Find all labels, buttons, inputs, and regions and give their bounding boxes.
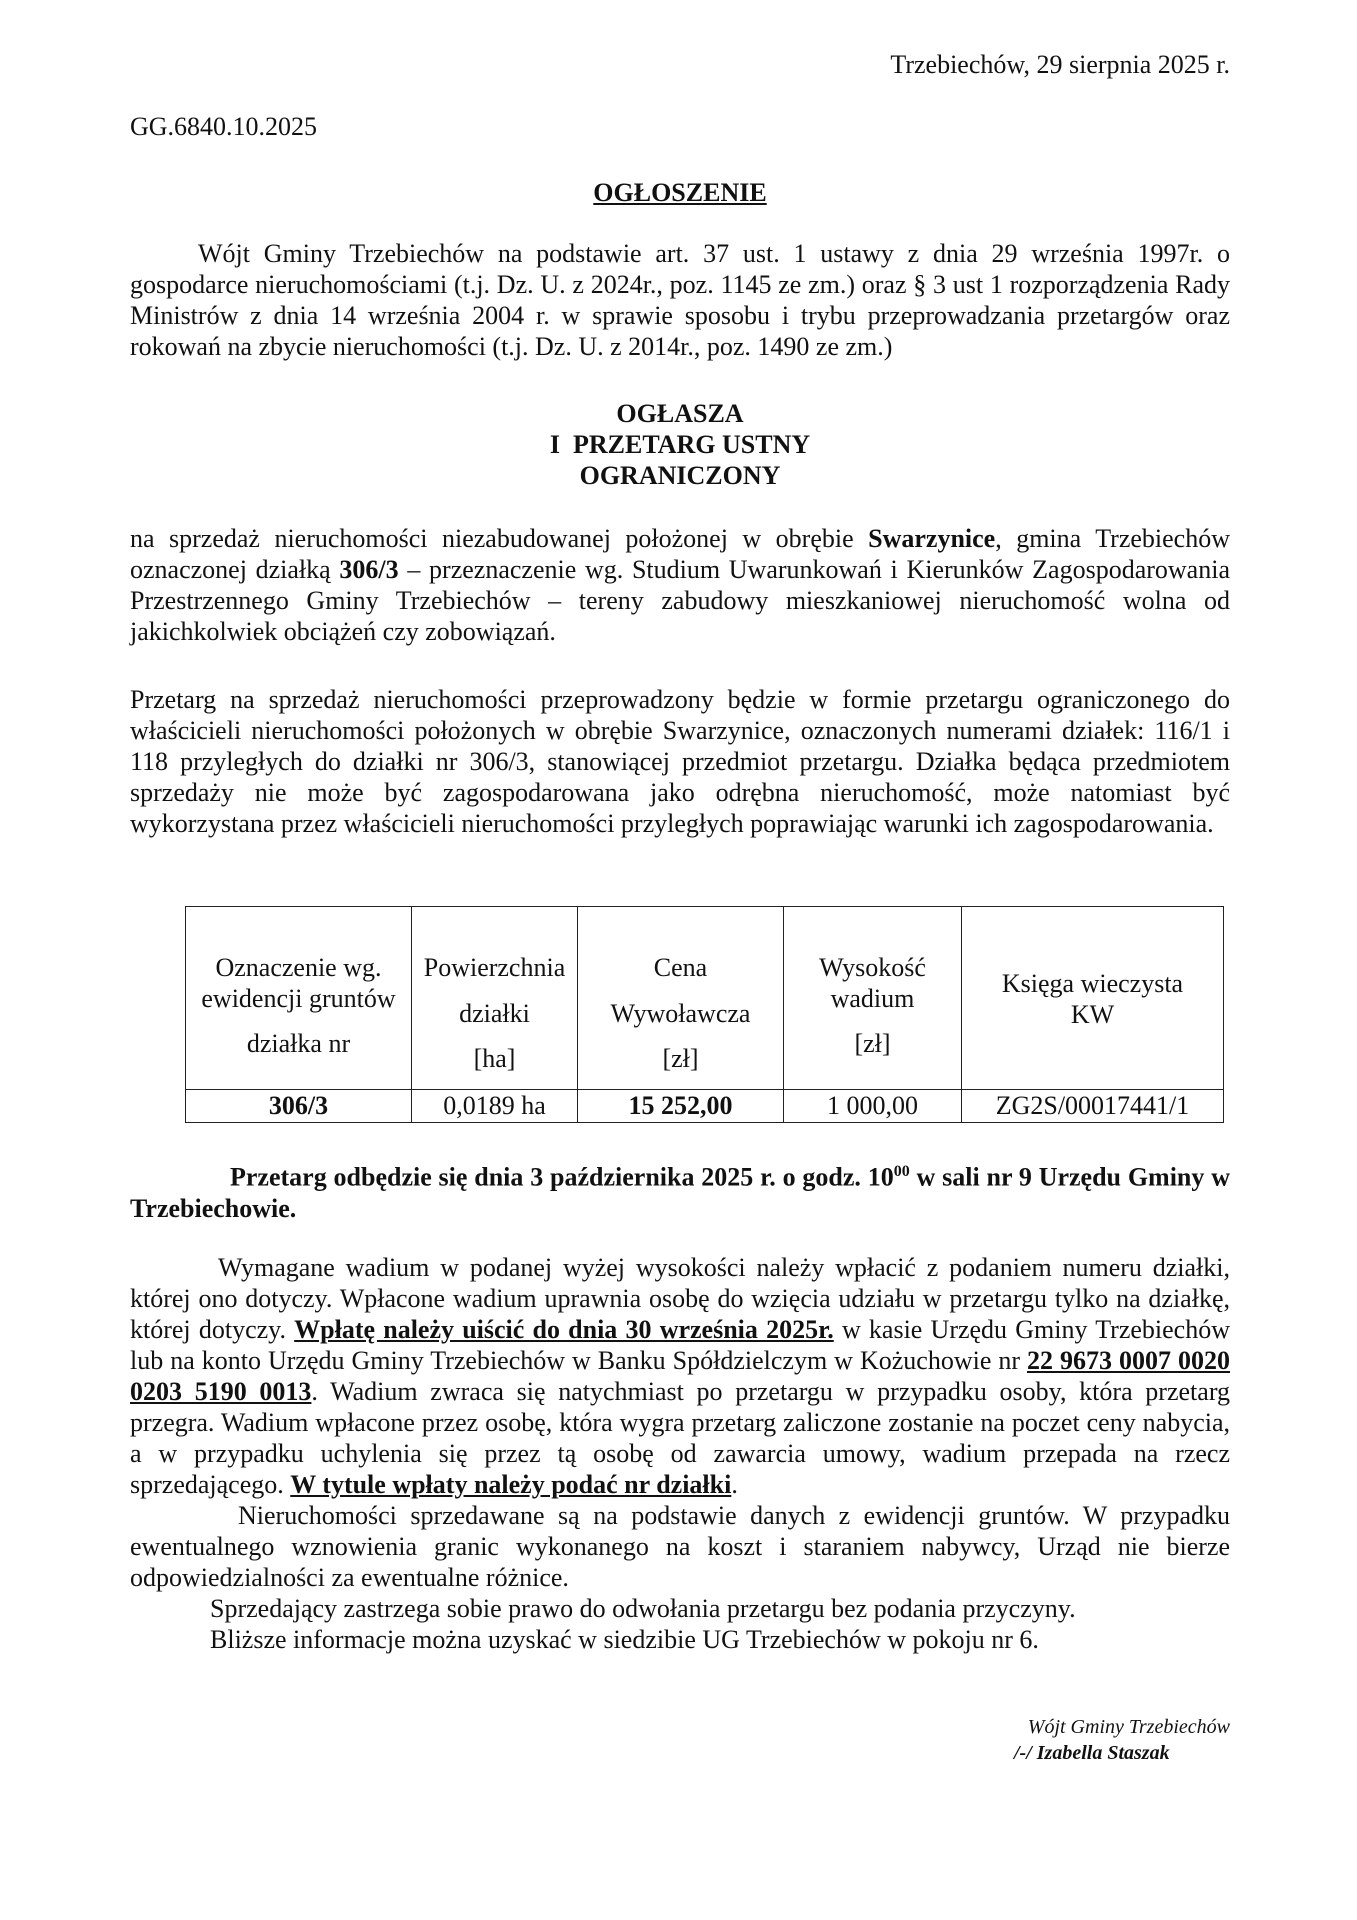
header-text: [zł] bbox=[854, 1029, 891, 1058]
restriction-paragraph: Przetarg na sprzedaż nieruchomości przeprowadzony będzie w formie przetargu ograniczonego do właścicieli nieruchomości położonych w obrębie Swarzynice, oznaczonych numerami działek: 116/1 i 118 przyległych do działki nr 306/3, stanowiącej przedmiot przetargu. Działka będąca przedmiotem sprzedaży nie może być zagospodarowana jako odrębna nieruchomość, może natomiast być wykorzystana przez właścicieli nieruchomości przyległych poprawiając warunki ich zagospodarowania. bbox=[130, 685, 1230, 838]
announcement-line-2: I PRZETARG USTNY bbox=[549, 430, 811, 459]
header-text: KW bbox=[1070, 1000, 1115, 1029]
header-text: Oznaczenie wg. bbox=[215, 953, 382, 982]
header-text: działka nr bbox=[246, 1029, 351, 1058]
sale-locality: Swarzynice bbox=[868, 524, 996, 553]
sale-text-3: – przeznaczenie wg. Studium Uwarunkowań i Kierunków Zagospodarowania Przestrzennego Gminy Trzebiechów – tereny zabudowy mieszkaniowej nieruchomość wolna od jakichkolwiek obciążeń czy zobowiązań. bbox=[130, 555, 1230, 646]
deposit-text-1: Wymagane wadium w podanej wyżej wysokości należy wpłacić z podaniem numeru działki, której ono dotyczy. Wpłacone wadium uprawnia osobę do wzięcia udziału w przetargu tylko na działkę, której dotyczy. bbox=[130, 1253, 1230, 1344]
deposit-text-2: w kasie Urzędu Gminy Trzebiechów lub na konto Urzędu Gminy Trzebiechów w Banku Spółdzielczym w Kożuchowie nr bbox=[130, 1315, 1230, 1375]
document-title: OGŁOSZENIE bbox=[593, 178, 767, 207]
header-text: [zł] bbox=[662, 1044, 699, 1073]
header-cell bbox=[784, 907, 962, 1090]
place-date: Trzebiechów, 29 sierpnia 2025 r. bbox=[890, 50, 1230, 79]
header-text: Powierzchnia bbox=[423, 953, 566, 982]
cell-deposit: 1 000,00 bbox=[784, 1090, 962, 1123]
sale-text-2: , gmina Trzebiechów oznaczonej działką bbox=[130, 524, 1230, 584]
auction-time-minutes: 00 bbox=[893, 1163, 910, 1180]
reference-number: GG.6840.10.2025 bbox=[130, 112, 318, 141]
cell-starting-price: 15 252,00 bbox=[578, 1090, 784, 1123]
intro-paragraph: Wójt Gminy Trzebiechów na podstawie art. 37 ust. 1 ustawy z dnia 29 września 1997r. o gospodarce nieruchomościami (t.j. Dz. U. z 2024r., poz. 1145 ze zm.) oraz § 3 ust 1 rozporządzenia Rady Ministrów z dnia 14 września 2004 r. w sprawie sposobu i trybu przeprowadzania przetargów oraz rokowań na zbycie nieruchomości (t.j. Dz. U. z 2014r., poz. 1490 ze zm.) bbox=[130, 239, 1230, 361]
header-cell bbox=[412, 907, 578, 1090]
records-paragraph: Nieruchomości sprzedawane są na podstawie danych z ewidencji gruntów. W przypadku ewentualnego wznowienia granic wykonanego na koszt i staraniem nabywcy, Urząd nie bierze odpowiedzialności za ewentualne różnice. bbox=[130, 1501, 1230, 1592]
auction-text-1: Przetarg odbędzie się dnia 3 października 2025 r. o godz. 10 bbox=[230, 1162, 894, 1192]
header-text: Wysokość bbox=[819, 953, 926, 982]
header-text: działki bbox=[459, 999, 530, 1028]
signature-role: Wójt Gminy Trzebiechów bbox=[1027, 1716, 1230, 1738]
auction-paragraph bbox=[130, 1156, 1230, 1224]
payment-title-note: W tytule wpłaty należy podać nr działki bbox=[290, 1470, 732, 1499]
announcement-line-3: OGRANICZONY bbox=[579, 461, 781, 490]
announcement-line-1: OGŁASZA bbox=[616, 399, 744, 428]
cancellation-paragraph: Sprzedający zastrzega sobie prawo do odwołania przetargu bez podania przyczyny. bbox=[210, 1594, 1076, 1623]
deposit-paragraph bbox=[130, 1252, 1230, 1500]
sale-text-1: na sprzedaż nieruchomości niezabudowanej położonej w obrębie bbox=[130, 524, 869, 553]
plot-table bbox=[185, 906, 1224, 1123]
header-text: ewidencji gruntów bbox=[201, 984, 396, 1013]
cell-area: 0,0189 ha bbox=[412, 1090, 578, 1123]
information-paragraph: Bliższe informacje można uzyskać w siedzibie UG Trzebiechów w pokoju nr 6. bbox=[210, 1625, 1039, 1654]
auction-text-2: w sali nr 9 Urzędu Gminy w Trzebiechowie. bbox=[130, 1162, 1230, 1223]
sale-plot: 306/3 bbox=[339, 555, 399, 584]
bank-account-number: 22 9673 0007 0020 0203 5190 0013 bbox=[130, 1346, 1231, 1406]
table-header-row bbox=[186, 907, 1224, 1090]
deposit-text-3: . Wadium zwraca się natychmiast po przetargu w przypadku osoby, która przetarg przegra. Wadium wpłacone przez osobę, która wygra przetarg zaliczone zostanie na poczet ceny nabycia, a w przypadku uchylenia się przez tą osobę od zawarcia umowy, wadium przepada na rzecz sprzedającego. bbox=[130, 1377, 1231, 1499]
header-text: Cena bbox=[653, 953, 708, 982]
header-cell bbox=[962, 907, 1224, 1090]
cell-plot-number: 306/3 bbox=[186, 1090, 412, 1123]
header-cell bbox=[186, 907, 412, 1090]
header-text: Wywoławcza bbox=[610, 999, 751, 1028]
table-row bbox=[186, 1090, 1224, 1123]
deposit-text-4: . bbox=[731, 1470, 738, 1499]
announcement-heading bbox=[130, 398, 1230, 491]
cell-land-register: ZG2S/00017441/1 bbox=[962, 1090, 1224, 1123]
sale-paragraph bbox=[130, 523, 1230, 647]
header-text: Księga wieczysta bbox=[1001, 969, 1184, 998]
header-text: wadium bbox=[830, 984, 915, 1013]
header-text: [ha] bbox=[473, 1044, 516, 1073]
deposit-deadline: Wpłatę należy uiścić do dnia 30 września 2025r. bbox=[294, 1315, 834, 1344]
header-cell bbox=[578, 907, 784, 1090]
signature-name: /-/ Izabella Staszak bbox=[1014, 1742, 1170, 1764]
